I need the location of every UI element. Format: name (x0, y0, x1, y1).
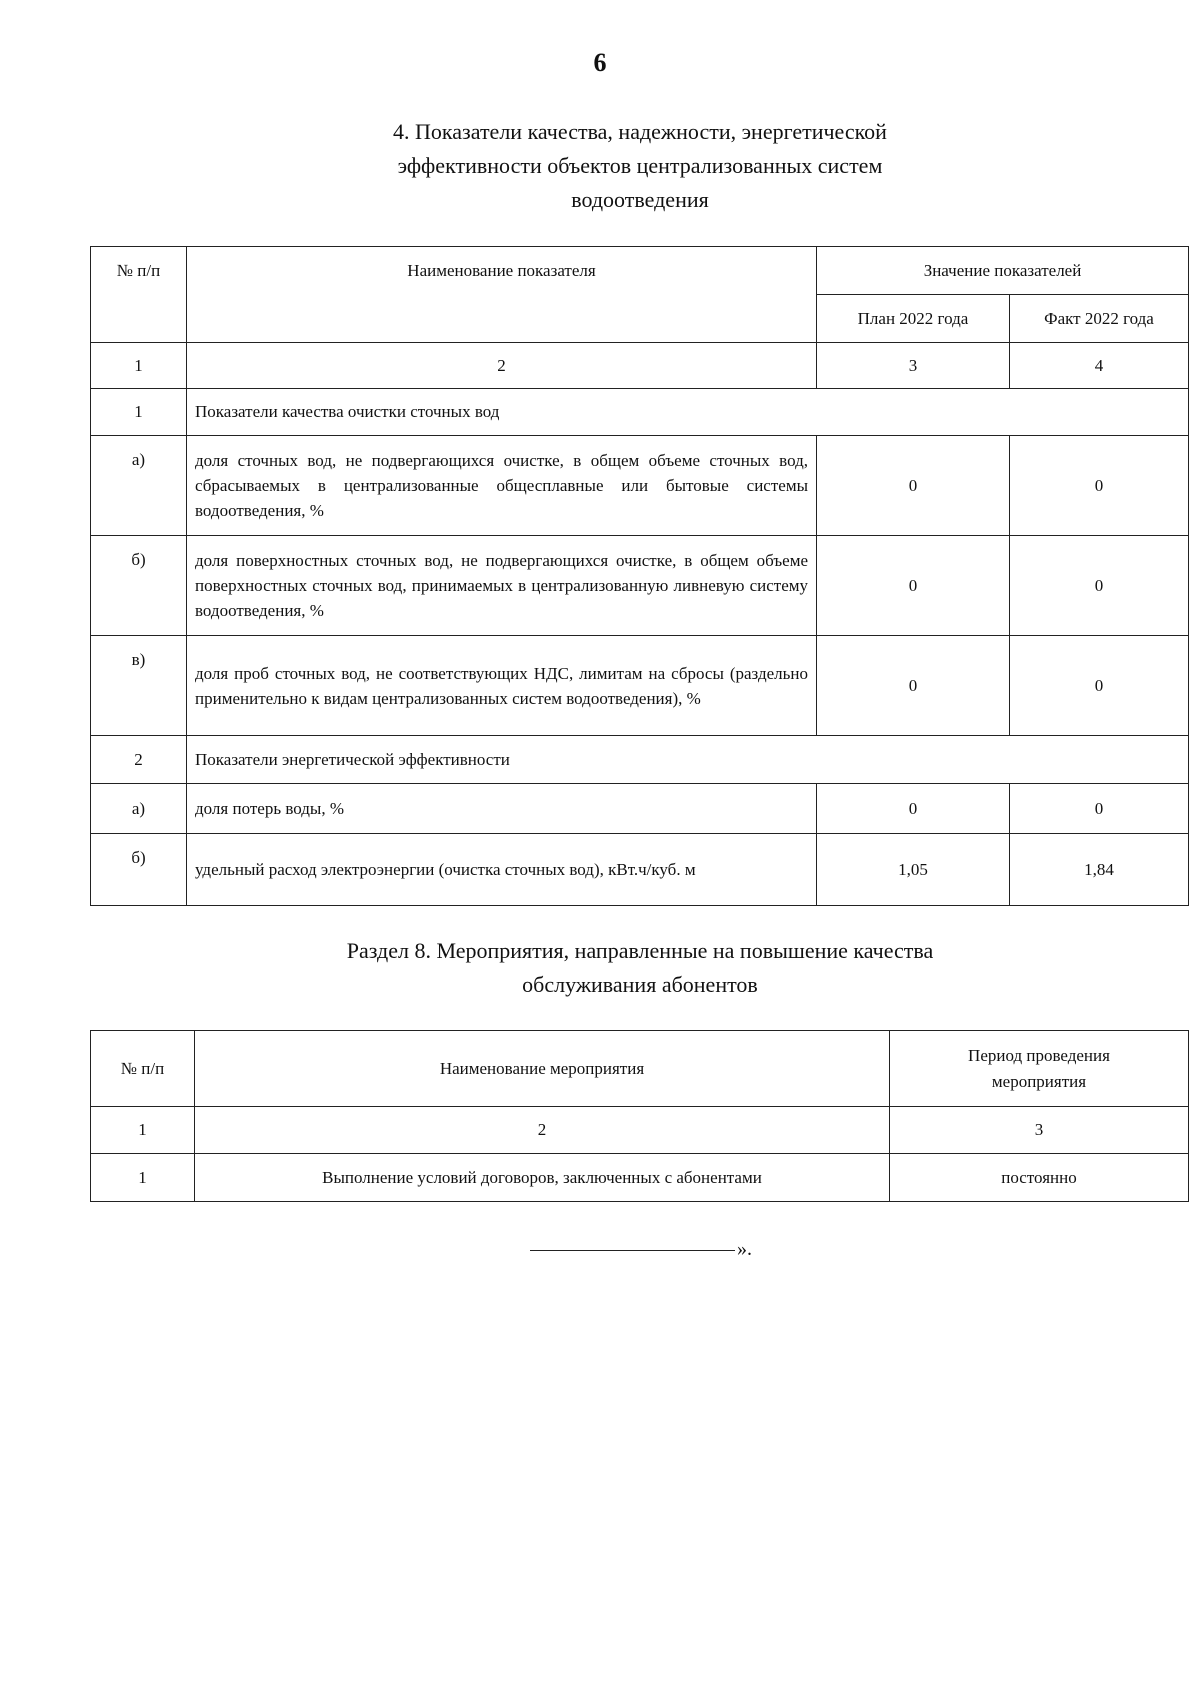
table-row (91, 1154, 1189, 1202)
table-row (91, 784, 1189, 834)
column-number: 3 (817, 343, 1010, 389)
table-row (91, 636, 1189, 736)
plan-value: 0 (817, 636, 1010, 736)
header-plan: План 2022 года (817, 295, 1010, 343)
column-number: 2 (195, 1107, 890, 1154)
indicator-name: доля проб сточных вод, не соответствующих НДС, лимитам на сбросы (раздельно применительно к видам централизованных систем водоотведения), % (187, 636, 817, 736)
row-num: в) (91, 636, 187, 736)
header-values: Значение показателей (817, 247, 1189, 295)
header-fact: Факт 2022 года (1010, 295, 1189, 343)
table-row (91, 436, 1189, 536)
section8-title-line: обслуживания абонентов (522, 972, 758, 997)
table-row (91, 536, 1189, 636)
group-row (91, 389, 1189, 436)
group-title: Показатели качества очистки сточных вод (187, 389, 1189, 436)
signature-line (530, 1249, 735, 1251)
fact-value: 0 (1010, 436, 1189, 536)
row-num: б) (91, 536, 187, 636)
header-measure-name: Наименование мероприятия (195, 1031, 890, 1107)
plan-value: 0 (817, 436, 1010, 536)
section4-title (40, 115, 1200, 217)
column-number: 2 (187, 343, 817, 389)
row-num: б) (91, 834, 187, 906)
row-num: а) (91, 436, 187, 536)
plan-value: 0 (817, 536, 1010, 636)
fact-value: 0 (1010, 636, 1189, 736)
column-number: 1 (91, 343, 187, 389)
closing-quote: ». (737, 1238, 752, 1260)
fact-value: 1,84 (1010, 834, 1189, 906)
measure-name: Выполнение условий договоров, заключенных с абонентами (195, 1154, 890, 1202)
column-numbers-row (91, 1107, 1189, 1154)
indicator-name: доля потерь воды, % (187, 784, 817, 834)
column-numbers-row (91, 343, 1189, 389)
indicators-table (90, 246, 1189, 906)
column-number: 3 (890, 1107, 1189, 1154)
section4-title-line: водоотведения (571, 187, 709, 212)
header-period-line: Период проведения (968, 1045, 1110, 1065)
section8-title (40, 934, 1200, 1002)
fact-value: 0 (1010, 784, 1189, 834)
table-row (91, 834, 1189, 906)
header-num: № п/п (91, 1031, 195, 1107)
fact-value: 0 (1010, 536, 1189, 636)
plan-value: 0 (817, 784, 1010, 834)
header-indicator-name: Наименование показателя (187, 247, 817, 343)
row-num: 2 (91, 736, 187, 784)
header-num: № п/п (91, 247, 187, 343)
indicator-name: удельный расход электроэнергии (очистка сточных вод), кВт.ч/куб. м (187, 834, 817, 906)
group-title: Показатели энергетической эффективности (187, 736, 1189, 784)
row-num: а) (91, 784, 187, 834)
page-number: 6 (593, 48, 607, 77)
row-num: 1 (91, 1154, 195, 1202)
measure-period: постоянно (890, 1154, 1189, 1202)
header-period-line: мероприятия (991, 1071, 1087, 1091)
indicator-name: доля поверхностных сточных вод, не подвергающихся очистке, в общем объеме поверхностных сточных вод, принимаемых в централизованную ливневую систему водоотведения, % (187, 536, 817, 636)
measures-table (90, 1030, 1189, 1202)
section4-title-line: 4. Показатели качества, надежности, энергетической (393, 119, 887, 144)
header-period (890, 1031, 1189, 1107)
closing-mark (530, 1238, 752, 1261)
plan-value: 1,05 (817, 834, 1010, 906)
section4-title-line: эффективности объектов централизованных систем (397, 153, 883, 178)
group-row (91, 736, 1189, 784)
column-number: 4 (1010, 343, 1189, 389)
indicator-name: доля сточных вод, не подвергающихся очистке, в общем объеме сточных вод, сбрасываемых в централизованные общесплавные или бытовые системы водоотведения, % (187, 436, 817, 536)
column-number: 1 (91, 1107, 195, 1154)
row-num: 1 (91, 389, 187, 436)
section8-title-line: Раздел 8. Мероприятия, направленные на повышение качества (346, 938, 934, 963)
